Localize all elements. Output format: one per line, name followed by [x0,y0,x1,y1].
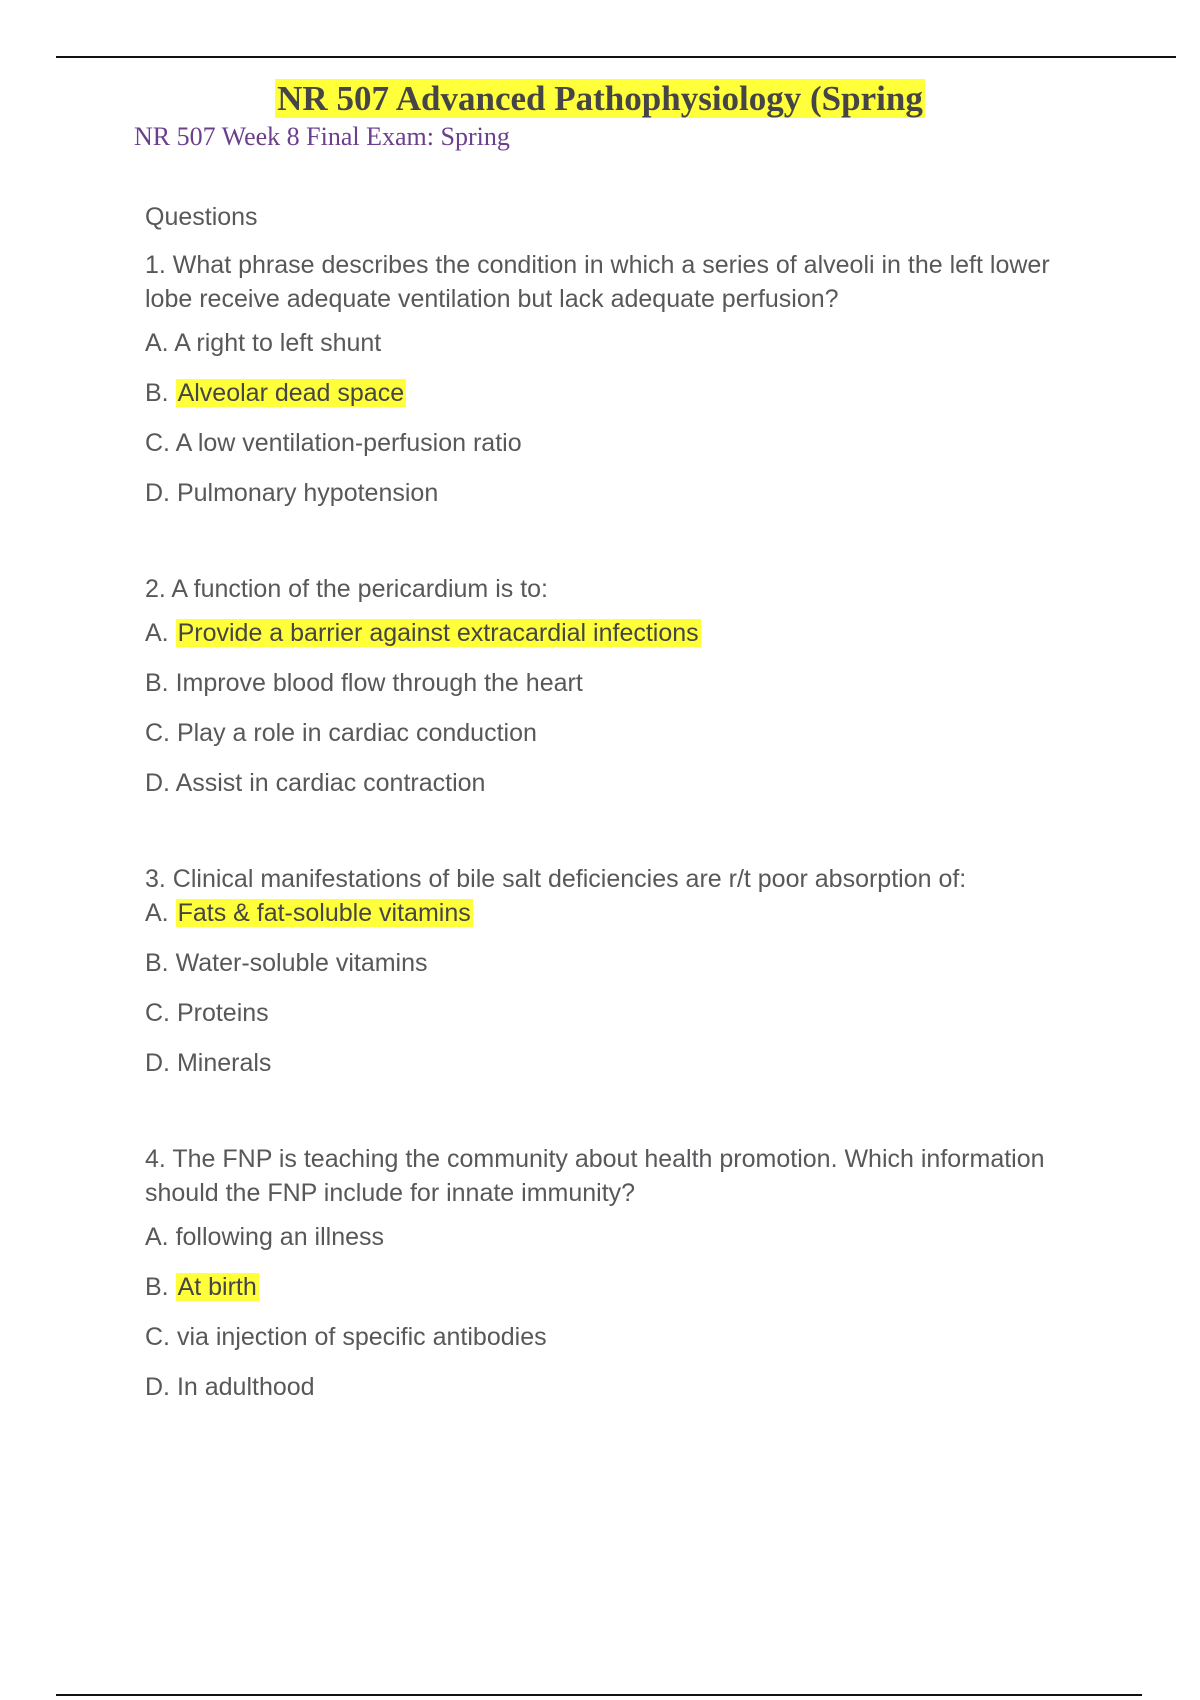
option-b [145,1270,1065,1320]
title-highlight: NR 507 Advanced Pathophysiology (Spring [277,79,923,118]
option-d [145,1046,1065,1096]
document-subtitle: NR 507 Week 8 Final Exam: Spring [134,122,510,151]
option-prefix: B. [145,949,176,977]
option-label: Improve blood flow through the heart [175,669,583,697]
option-d [145,1370,1065,1420]
option-d [145,766,1065,816]
option-a [145,1220,1065,1270]
option-prefix: C. [145,1323,177,1351]
option-prefix: C. [145,429,176,457]
section-label: Questions [145,203,258,231]
option-c [145,426,1065,476]
option-c [145,1320,1065,1370]
option-a [145,896,1065,946]
correct-answer-highlight: Provide a barrier against extracardial infections [177,619,699,647]
option-prefix: B. [145,669,176,697]
correct-answer-highlight: At birth [177,1273,257,1301]
option-a [145,616,1065,666]
spacer [145,816,1065,862]
option-label: Minerals [176,1049,272,1077]
option-label: Play a role in cardiac conduction [176,719,537,747]
top-rule [56,56,1176,58]
option-prefix: D. [145,479,177,507]
option-prefix: C. [145,999,177,1027]
spacer [145,1096,1065,1142]
option-b [145,376,1065,426]
option-label: via injection of specific antibodies [176,1323,547,1351]
option-d [145,476,1065,526]
option-label: following an illness [175,1223,385,1251]
option-label: Water-soluble vitamins [175,949,428,977]
option-prefix: D. [145,1049,177,1077]
option-prefix: A. [145,329,175,357]
question-1 [145,248,1065,526]
option-prefix: A. [145,1223,176,1251]
option-c [145,996,1065,1046]
option-label: Pulmonary hypotension [176,479,439,507]
option-label: Proteins [176,999,269,1027]
correct-answer-highlight: Alveolar dead space [177,379,405,407]
spacer [145,526,1065,572]
question-text: 4. The FNP is teaching the community about health promotion. Which information should the FNP include for innate immunity? [145,1145,1045,1207]
option-prefix: B. [145,379,176,407]
option-prefix: B. [145,1273,176,1301]
option-b [145,666,1065,716]
option-prefix: A. [145,899,176,927]
option-label: A right to left shunt [174,329,382,357]
question-text: 1. What phrase describes the condition in which a series of alveoli in the left lower lobe receive adequate ventilation but lack adequate perfusion? [145,251,1050,313]
option-prefix: C. [145,719,177,747]
option-label: Assist in cardiac contraction [175,769,486,797]
option-c [145,716,1065,766]
bottom-rule [56,1694,1142,1696]
option-label: In adulthood [176,1373,315,1401]
option-prefix: A. [145,619,176,647]
question-3 [145,862,1065,1096]
option-label: A low ventilation-perfusion ratio [175,429,522,457]
document-title [0,76,1200,122]
question-2 [145,572,1065,816]
option-a [145,326,1065,376]
option-prefix: D. [145,1373,177,1401]
question-4 [145,1142,1065,1420]
exam-content [145,200,1065,1420]
correct-answer-highlight: Fats & fat-soluble vitamins [177,899,471,927]
option-b [145,946,1065,996]
question-text: 2. A function of the pericardium is to: [145,575,549,603]
option-prefix: D. [145,769,176,797]
question-text: 3. Clinical manifestations of bile salt deficiencies are r/t poor absorption of: [145,865,967,893]
